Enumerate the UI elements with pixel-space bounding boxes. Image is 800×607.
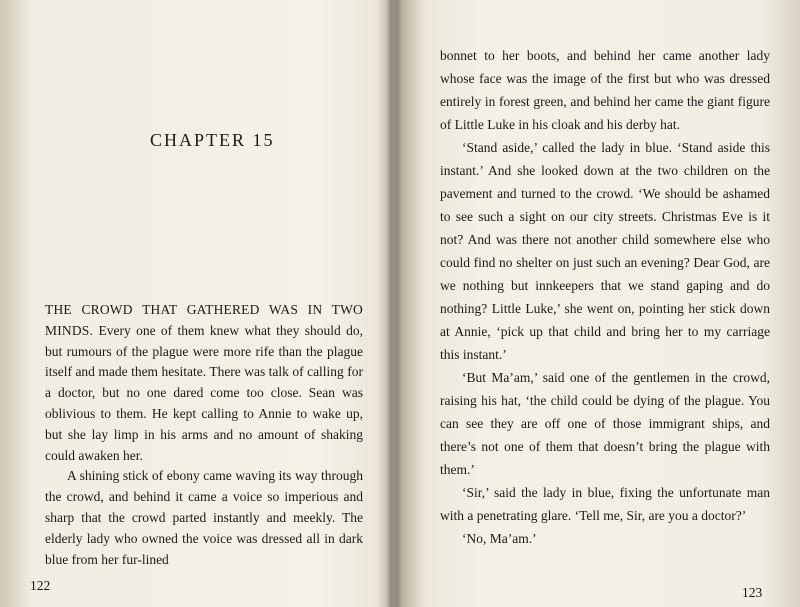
chapter-title: CHAPTER 15	[150, 130, 275, 150]
paragraph: ‘Sir,’ said the lady in blue, fixing the unfortunate man with a penetrating glare. ‘Tell me, Sir, are you a doctor?’	[440, 485, 770, 523]
paragraph-lead: THE CROWD THAT GATHERED WAS IN TWO MINDS.	[45, 302, 363, 338]
paragraph: ‘But Ma’am,’ said one of the gentlemen in the crowd, raising his hat, ‘the child could be dying of the plague. You can see they are off one of those immigrant ships, and there’s not one of them that doesn’t bring the plague with them.’	[440, 370, 770, 477]
right-page-body	[440, 44, 770, 550]
left-page-body	[45, 300, 363, 570]
right-page	[400, 0, 800, 607]
paragraph-text: Every one of them knew what they should do, but rumours of the plague were more rife than the plague itself and made them hesitate. There was talk of calling for a doctor, but no one dared come too close. Sean was oblivious to them. He kept calling to Annie to wake up, but she lay limp in his arms and no amount of shaking could awaken her.	[45, 322, 363, 463]
paragraph: ‘No, Ma’am.’	[462, 531, 537, 546]
book-gutter	[386, 0, 396, 607]
page-number-left: 122	[30, 578, 51, 593]
paragraph: A shining stick of ebony came waving its way through the crowd, and behind it came a voice so imperious and sharp that the crowd parted instantly and meekly. The elderly lady who owned the voice was dressed all in dark blue from her fur-lined	[45, 468, 363, 567]
paragraph	[45, 300, 363, 466]
left-page	[0, 0, 390, 607]
page-number-right: 123	[742, 585, 763, 600]
paragraph: ‘Stand aside,’ called the lady in blue. ‘Stand aside this instant.’ And she looked down at the two children on the pavement and turned to the crowd. ‘We should be ashamed to see such a sight on our city streets. Christmas Eve is it not? And was there not another child somewhere else who could find no shelter on just such an evening? Dear God, are we nothing but innkeepers that we stand gaping and do nothing? Little Luke,’ she went on, pointing her stick down at Annie, ‘pick up that child and bring her to my carriage this instant.’	[440, 140, 770, 362]
paragraph: bonnet to her boots, and behind her came another lady whose face was the image of the first but who was dressed entirely in forest green, and behind her came the giant figure of Little Luke in his cloak and his derby hat.	[440, 48, 770, 132]
